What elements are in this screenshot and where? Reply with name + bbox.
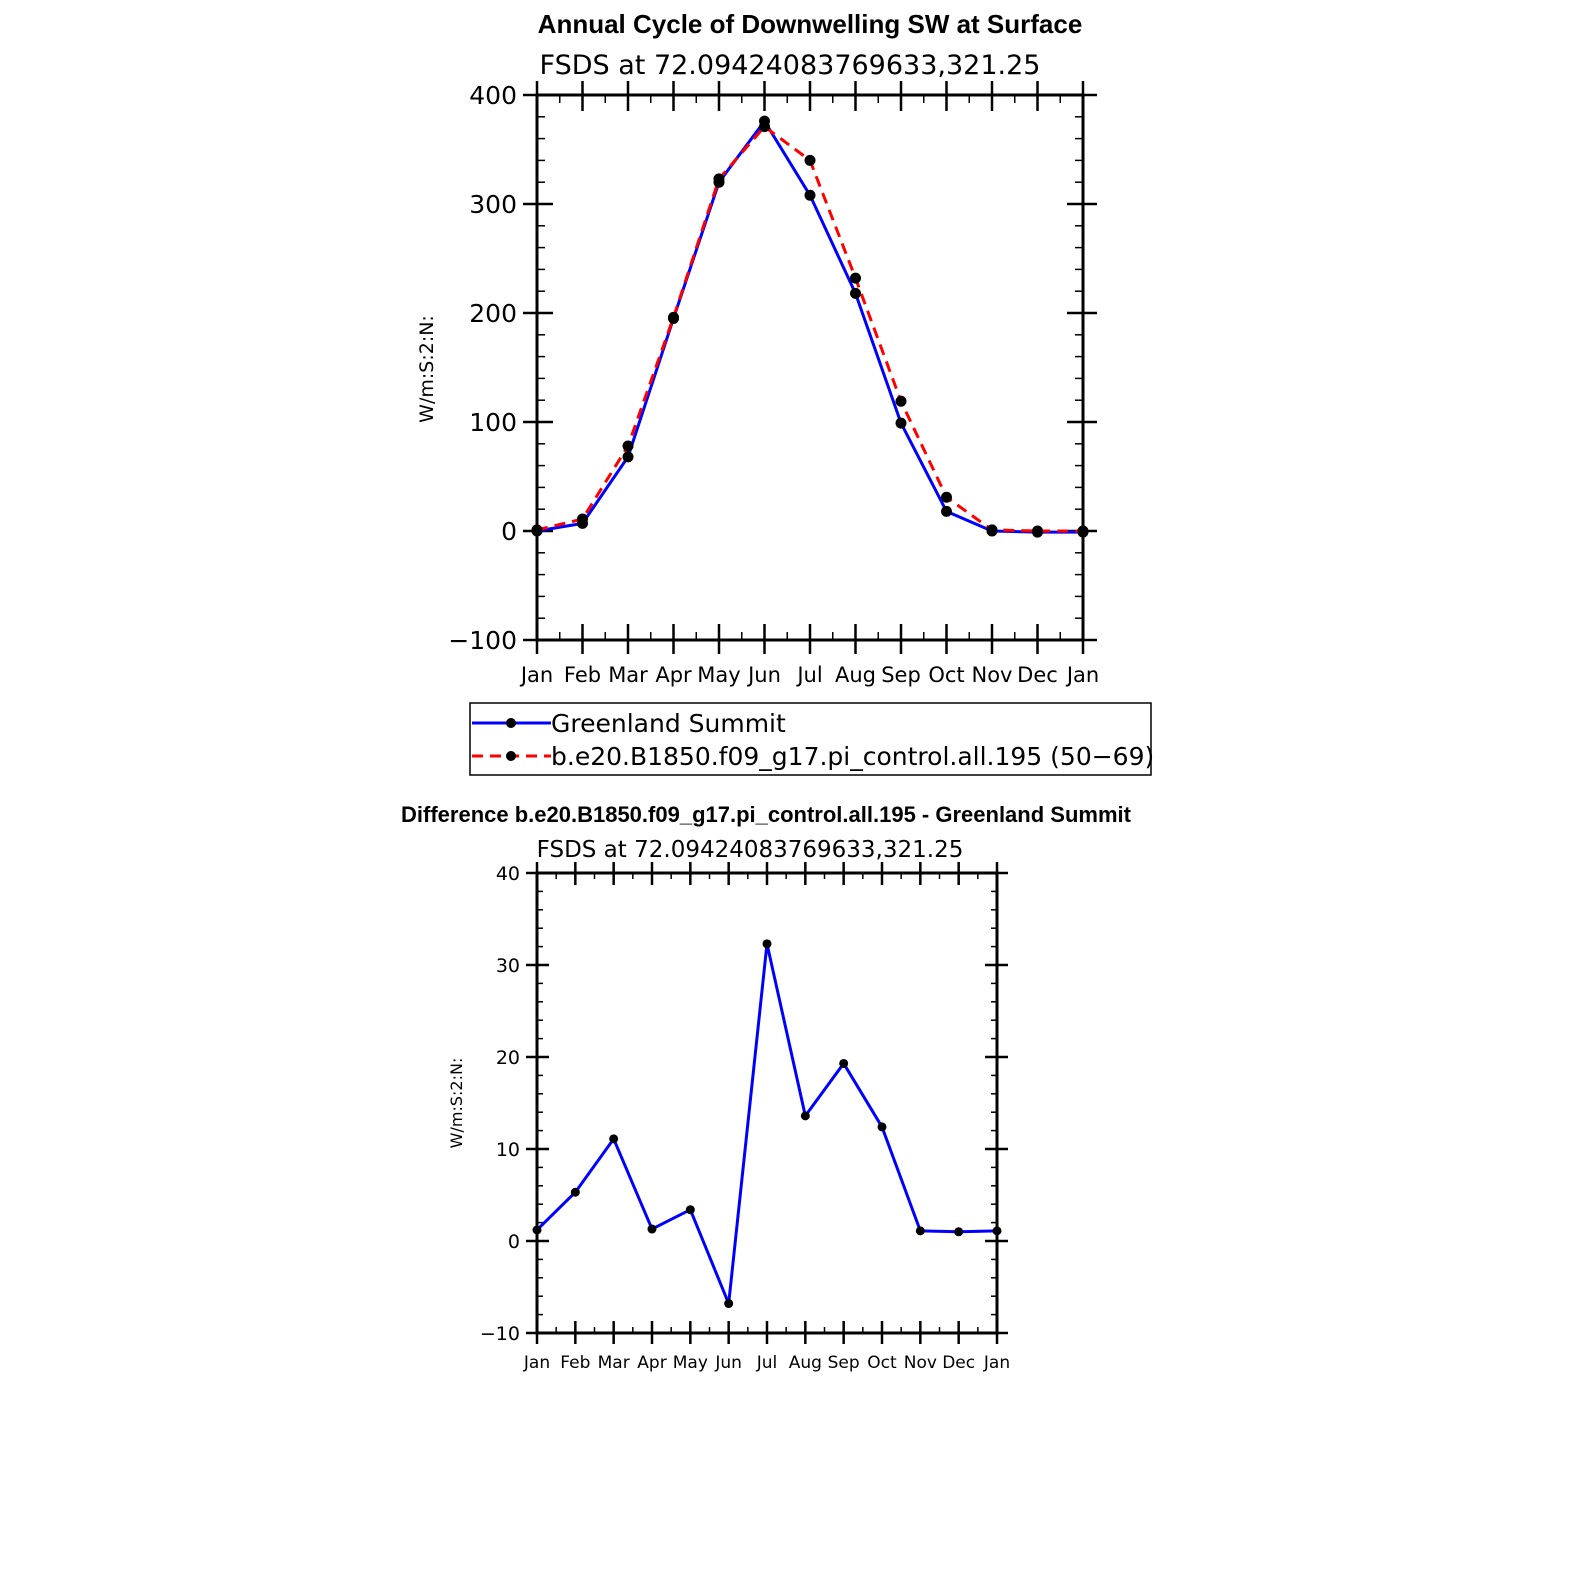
chart1-xtick-label: Feb [563, 663, 602, 687]
chart2-series-1-point [878, 1122, 887, 1131]
chart1-series-1-point [941, 506, 952, 517]
chart2-series-1-point [839, 1059, 848, 1068]
legend-label-series2: b.e20.B1850.f09_g17.pi_control.all.195 (50−69) [551, 742, 1155, 771]
chart1-ylabel: W/m:S:2:N: [416, 315, 438, 423]
chart1-series-2-point [896, 396, 907, 407]
chart2-series-1-point [686, 1205, 695, 1214]
chart2-series-1-point [763, 939, 772, 948]
chart2-series-1-point [801, 1111, 810, 1120]
chart2-series-1-point [724, 1299, 733, 1308]
chart2-xtick-label: Dec [942, 1353, 976, 1373]
chart1-title: Annual Cycle of Downwelling SW at Surface [537, 9, 1083, 39]
chart2-series-1-line [537, 944, 997, 1304]
chart2-xtick-label: Jan [983, 1353, 1011, 1373]
chart2-ylabel: W/m:S:2:N: [447, 1057, 466, 1149]
chart1-series-2-point [805, 155, 816, 166]
chart1-series-2-point [850, 273, 861, 284]
chart2-ytick-label: 0 [507, 1230, 520, 1253]
chart2-series-1-point [993, 1226, 1002, 1235]
chart1-xtick-label: Jan [520, 663, 554, 687]
chart1-series-1-point [805, 190, 816, 201]
chart1-xtick-label: Jul [797, 663, 823, 687]
chart1-series-2-point [759, 121, 770, 132]
chart2-ytick-label: 10 [495, 1138, 520, 1161]
chart2-series-1-point [648, 1225, 657, 1234]
chart2-xtick-label: Feb [560, 1353, 591, 1373]
chart1-ytick-label: 0 [501, 517, 517, 546]
chart1-series-2-point [714, 173, 725, 184]
chart1-xtick-label: Apr [655, 663, 692, 687]
chart2-series-1-point [533, 1225, 542, 1234]
chart1-series-2-point [668, 312, 679, 323]
chart2-xtick-label: Mar [597, 1353, 630, 1373]
chart2-series-1-point [571, 1188, 580, 1197]
chart2-xtick-label: Apr [637, 1353, 667, 1373]
chart2-ytick-label: −10 [479, 1322, 520, 1345]
legend-marker-series1 [506, 718, 516, 728]
chart2-title: Difference b.e20.B1850.f09_g17.pi_control.all.195 - Greenland Summit [401, 802, 1131, 827]
chart1-series-2-point [577, 514, 588, 525]
chart2-series-1-point [954, 1227, 963, 1236]
legend [470, 703, 1154, 775]
chart1-xtick-label: Sep [881, 663, 921, 687]
chart2-xtick-label: Jun [715, 1353, 742, 1373]
chart2-xtick-label: Jul [756, 1353, 778, 1373]
chart1-series-2-point [532, 524, 543, 535]
chart2-subtitle: FSDS at 72.09424083769633,321.25 [536, 837, 964, 863]
chart1-series-1-point [850, 288, 861, 299]
chart1-frame [537, 95, 1083, 640]
chart1-series-2-point [987, 524, 998, 535]
chart1-xtick-label: Aug [834, 663, 877, 687]
chart2-ytick-label: 40 [495, 862, 520, 885]
chart1-ytick-label: −100 [448, 626, 517, 655]
chart2-xtick-label: Nov [903, 1353, 937, 1373]
chart1-xtick-label: Dec [1017, 663, 1058, 687]
chart1-subtitle: FSDS at 72.09424083769633,321.25 [539, 50, 1041, 81]
chart1-series-1-point [623, 451, 634, 462]
chart2-xtick-label: Jan [523, 1353, 551, 1373]
chart1-series-2-point [1032, 526, 1043, 537]
chart1-xtick-label: May [697, 663, 741, 687]
chart1-xtick-label: Jan [1066, 663, 1100, 687]
chart2-ytick-label: 30 [495, 954, 520, 977]
chart1-ytick-label: 200 [469, 299, 517, 328]
chart1-xtick-label: Jun [748, 663, 781, 687]
chart1-xtick-label: Nov [971, 663, 1013, 687]
chart1-xtick-label: Mar [608, 663, 648, 687]
legend-marker-series2 [506, 751, 516, 761]
chart1-series-2-point [941, 492, 952, 503]
chart1-ytick-label: 400 [469, 81, 517, 110]
chart2-series-1-point [609, 1134, 618, 1143]
chart1-ytick-label: 100 [469, 408, 517, 437]
chart1-ytick-label: 300 [469, 190, 517, 219]
chart1-xtick-label: Oct [928, 663, 965, 687]
chart1-series-1-point [896, 418, 907, 429]
chart1-series-2-point [1078, 526, 1089, 537]
chart1-series-2-point [623, 440, 634, 451]
chart2-xtick-label: Aug [788, 1353, 822, 1373]
chart1-plot [448, 81, 1099, 687]
chart2-xtick-label: Oct [867, 1353, 897, 1373]
chart2-xtick-label: Sep [827, 1353, 860, 1373]
chart2-plot [480, 862, 1010, 1373]
legend-label-series1: Greenland Summit [551, 709, 786, 738]
chart2-xtick-label: May [672, 1353, 708, 1373]
chart2-ytick-label: 20 [495, 1046, 520, 1069]
chart2-series-1-point [916, 1226, 925, 1235]
chart1-series-1-line [537, 121, 1083, 532]
